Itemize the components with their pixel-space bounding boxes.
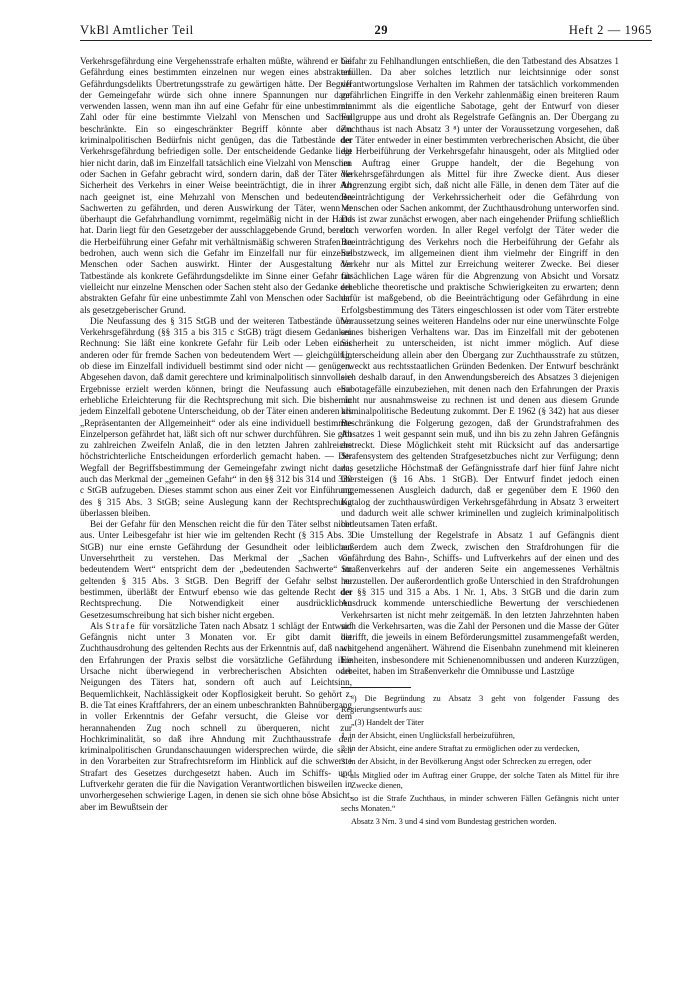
paragraph: Verkehrsgefährdung eine Vergehensstrafe erhalten müßte, während er bei Gefährdung eines bestimmten einzelnen nur wegen eines abstrakten Gefährdungsdelikts Übertretungsstrafe zu gewärtigen hätte. Der Begriff der Gemeingefahr würde sich ohne innere Spannungen nur dann verwenden lassen, wenn man ihn auf eine Gefahr für eine unbestimmte Zahl oder für eine bestimmte Vielzahl von Menschen und Sachen beschränkte. Ein so eingeschränkter Begriff könnte aber dem kriminalpolitischen Bedürfnis nicht genügen, das die Tatbestände der Verkehrsgefährdung befriedigen solle. Der entscheidende Gedanke liegt hier nicht darin, daß im Einzelfall tatsächlich eine Vielzahl von Menschen oder Sachen in Gefahr gebracht wird, sondern darin, daß der Täter die Sicherheit des Verkehrs in einer Weise beeinträchtigt, die in ihrer Art nach geeignet ist, eine Mehrzahl von Menschen und bedeutenden Sachwerten zu gefährden, und deren Auswirkung der Täter, wenn er überhaupt die Gefahrhandlung vornimmt, regelmäßig nicht in der Hand hat. Darin liegt für den Gesetzgeber der ausschlaggebende Grund, bereits die Herbeiführung einer Gefahr mit verhältnismäßig schweren Strafen zu bedrohen, auch wenn sich die Gefahr im Einzelfall nur für einzelne Menschen oder Sachen auswirkt. Hinter der Ausgestaltung der Tatbestände als konkrete Gefährdungsdelikte im Sinne einer Gefahr für vielleicht nur einzelne Menschen oder Sachen steht also der Gedanke der abstrakten Gefahr für eine unbestimmte Zahl von Menschen oder Sachen als gesetzgeberischer Grund. (80, 56, 352, 315)
footnote (341, 694, 619, 827)
page-header (80, 20, 652, 41)
right-column (341, 56, 619, 831)
emphasized-word: Strafe (105, 620, 136, 631)
footnote-closing: so ist die Strafe Zuchthaus, in minder schweren Fällen Gefängnis nicht unter sechs Monaten.“ (341, 793, 619, 814)
paragraph: Die Neufassung des § 315 StGB und der weiteren Tatbestände über Verkehrsgefährdung (§§ 315 a bis 315 c StGB) trägt diesem Gedanken Rechnung: Sie läßt eine konkrete Gefahr für Leib oder Leben eines anderen oder für fremde Sachen von bedeutendem Wert — gleichgültig, ob diese im Einzelfall individuell bestimmt sind oder nicht — genügen. Abgesehen davon, daß damit gerechtere und kriminalpolitisch sinnvollere Ergebnisse erzielt werden können, bringt die Neufassung auch eine erhebliche Erleichterung für die Rechtsprechung mit sich. Die bisher in jedem Einzelfall gebotene Unterscheidung, ob der Täter einen anderen als „Repräsentanten der Allgemeinheit“ oder als eine individuell bestimmte Einzelperson gefährdet hat, läßt sich oft nur schwer durchführen. Sie gibt zu zahlreichen Zweifeln Anlaß, die in den letzten Jahren zahlreiche höchstrichterliche Entscheidungen erforderlich gemacht haben. — Der Wegfall der Begriffsbestimmung der Gemeingefahr zwingt nicht dazu, auch das Merkmal der „gemeinen Gefahr“ in den §§ 312 bis 314 und 330 c StGB aufzugeben. Dieses stammt schon aus einer Zeit vor Einführung des § 315 Abs. 3 StGB; seine Auslegung kann der Rechtsprechung überlassen bleiben. (80, 315, 352, 518)
journal-title: VkBl Amtlicher Teil (80, 23, 194, 37)
paragraph-rest: für vorsätzliche Taten nach Absatz 1 schlägt der Entwurf Gefängnis nicht unter 3 Monaten vor. Er gibt damit die Zuchthausdrohung des geltenden Rechts aus der Erkenntnis auf, daß nach den Erfahrungen der Praxis selbst die vorsätzliche Gefährdung ihre Ursache nicht überwiegend in verbrecherischen Absichten oder Neigungen des Täters hat, sondern oft auch auf Leichtsinn, Bequemlichkeit, Nachlässigkeit oder Kopflosigkeit beruht. So gehört z. B. die Tat eines Kraftfahrers, der an einem unbeschrankten Bahnübergang in voller Erkenntnis der Gefahr versucht, die Gleise vor dem herannahenden Zug noch schnell zu überqueren, nicht zur Hochkriminalität, so daß ihre Ahndung mit Zuchthausstrafe den kriminalpolitischen Grundanschauungen widersprechen würde, die sich in den Vorarbeiten zur Strafrechtsreform im Hinblick auf die schwerste Strafart des Gesetzes durchgesetzt haben. Auch im Schiffs- und Luftverkehr geraten die für die Navigation Verantwortlichen bisweilen in unvorhergesehen schwierige Lagen, in denen sie sich ohne böse Absicht, aber im Bewußtsein der (80, 620, 352, 812)
footnote-item: 2. in der Absicht, eine andere Straftat zu ermöglichen oder zu verdecken, (341, 744, 580, 754)
left-column (80, 56, 352, 813)
paragraph: Die Umstellung der Regelstrafe in Absatz 1 auf Gefängnis dient außerdem auch dem Zweck, zwischen den Strafdrohungen für die Gefährdung des Bahn-, Schiffs- und Luftverkehrs auf der einen und des Straßenverkehrs auf der anderen Seite ein angemessenes Verhältnis herzustellen. Der außerordentlich große Unterschied in den Strafdrohungen der §§ 315 und 315 a Abs. 1 Nr. 1, Abs. 3 StGB und die darin zum Ausdruck kommende unterschiedliche Bewertung der verschiedenen Verkehrsarten ist nicht mehr zeitgemäß. In den letzten Jahrzehnten haben sich die Verkehrsarten, was die Zahl der Personen und die Masse der Güter betrifft, die jeweils in einem Beförderungsmittel zusammengefaßt werden, weitgehend angenähert. Während die Eisenbahn zunehmend mit kleineren Einheiten, insbesondere mit Schienenomnibussen und anderen Kurzzügen, arbeitet, haben im Straßenverkehr die Omnibusse und Lastzüge (341, 530, 619, 677)
footnote-item: 4. als Mitglied oder im Auftrag einer Gruppe, der solche Taten als Mittel für ihre Zwecke dienen, (341, 770, 619, 790)
paragraph: Gefahr zu Fehlhandlungen entschließen, die den Tatbestand des Absatzes 1 erfüllen. Da aber solches letztlich nur leichtsinnige oder sonst verantwortungslose Verhalten im Rahmen der tatsächlich vorkommenden gefährlichen Eingriffe in den Verkehr zahlenmäßig einen breiteren Raum einnimmt als die eigentliche Sabotage, geht der Entwurf von dieser Fallgruppe aus und droht als Regelstrafe Gefängnis an. Der Übergang zu Zuchthaus ist nach Absatz 3 ⁸) unter der Voraussetzung vorgesehen, daß der Täter entweder in einer bestimmten verbrecherischen Absicht, die über die Herbeiführung der Verkehrsgefahr hinausgeht, oder als Mitglied oder im Auftrag einer Gruppe handelt, der die Begehung von Verkehrsgefährdungen als Mittel für ihre Zwecke dient. Aus dieser Abgrenzung ergibt sich, daß nicht alle Fälle, in denen dem Täter auf die Beeinträchtigung der Verkehrssicherheit oder die Gefährdung von Menschen oder Sachen ankommt, der Zuchthausdrohung unterworfen sind. Das ist zwar zunächst erwogen, aber nach eingehender Prüfung schließlich doch verworfen worden. In aller Regel verfolgt der Täter weder die Beeinträchtigung des Verkehrs noch die Herbeiführung der Gefahr als Selbstzweck, im allgemeinen dient ihm vielmehr der Eingriff in den Verkehr nur als Mittel zur Erreichung weiterer Zwecke. Bei dieser tatsächlichen Lage wären für die Abgrenzung von Absicht und Vorsatz erhebliche theoretische und praktische Schwierigkeiten zu erwarten; denn dafür ist maßgebend, ob die Beeinträchtigung oder Gefährdung in eine Erfolgsbestimmung des Täters eingeschlossen ist oder vom Täter erstrebte Voraussetzung seines weiteren Handelns oder nur eine unerwünschte Folge seines bisherigen Verhaltens war. Das im Einzelfall mit der gebotenen Sicherheit zu unterscheiden, ist nicht immer möglich. Auf diese Unterscheidung allein aber den Übergang zur Zuchthausstrafe zu stützen, erweckt aus rechtsstaatlichen Gründen Bedenken. Der Entwurf beschränkt sich deshalb darauf, in den Anwendungsbereich des Absatzes 3 diejenigen Sabotagefälle einzubeziehen, mit denen nach den Erfahrungen der Praxis nicht nur ausnahmsweise zu rechnen ist und denen aus diesem Grunde kriminalpolitische Bedeutung zukommt. Der E 1962 (§ 342) hat aus dieser Beschränkung die Folgerung gezogen, daß der Grundstrafrahmen des Absatzes 1 weit gespannt sein muß, und ihn bis zu zehn Jahren Gefängnis erstreckt. Diese Möglichkeit steht mit Rücksicht auf das andersartige Strafensystem des geltenden Strafgesetzbuches nicht zur Verfügung; denn das gesetzliche Höchstmaß der Gefängnisstrafe darf hier fünf Jahre nicht übersteigen (§ 16 Abs. 1 StGB). Der Entwurf findet jedoch einen angemessenen Ausgleich dadurch, daß er gegenüber dem E 1960 den Katalog der zuchthauswürdigen Verkehrsgefährdung in Absatz 3 erweitert und dadurch weit alle schwer kriminellen und zugleich kriminalpolitisch bedeutsamen Taten erfaßt. (341, 56, 619, 530)
paragraph-lead: Als (90, 620, 106, 631)
footnote-intro: ⁸) Die Begründung zu Absatz 3 geht von folgender Fassung des Regierungsentwurfs aus: (341, 694, 619, 714)
issue-label: Heft 2 — 1965 (568, 23, 652, 37)
footnote-item: 1. in der Absicht, einen Unglücksfall herbeizuführen, (341, 730, 515, 740)
footnote-divider (341, 687, 411, 688)
paragraph: Bei der Gefahr für den Menschen reicht die für den Täter selbst nicht aus. Unter Leibesgefahr ist hier wie im geltenden Recht (§ 315 Abs. 3 StGB) nur eine ernste Gefährdung der Gesundheit oder leiblichen Unversehrtheit zu verstehen. Das Merkmal der „Sachen von bedeutendem Wert“ entspricht dem der „bedeutenden Sachwerte“ im geltenden § 315 Abs. 3 StGB. Den Begriff der Gefahr selbst zu bestimmen, überläßt der Entwurf ebenso wie das geltende Recht der Rechtsprechung. Die Notwendigkeit einer ausdrücklichen Gesetzesumschreibung hat sich bisher nicht ergeben. (80, 519, 352, 620)
footnote-note: Absatz 3 Nrn. 3 und 4 sind vom Bundestag gestrichen worden. (351, 817, 557, 827)
footnote-item: 3. in der Absicht, in der Bevölkerung Angst oder Schrecken zu erregen, oder (341, 757, 592, 767)
footnote-heading: „(3) Handelt der Täter (351, 717, 424, 727)
page-number: 29 (374, 23, 389, 37)
paragraph (80, 621, 352, 813)
